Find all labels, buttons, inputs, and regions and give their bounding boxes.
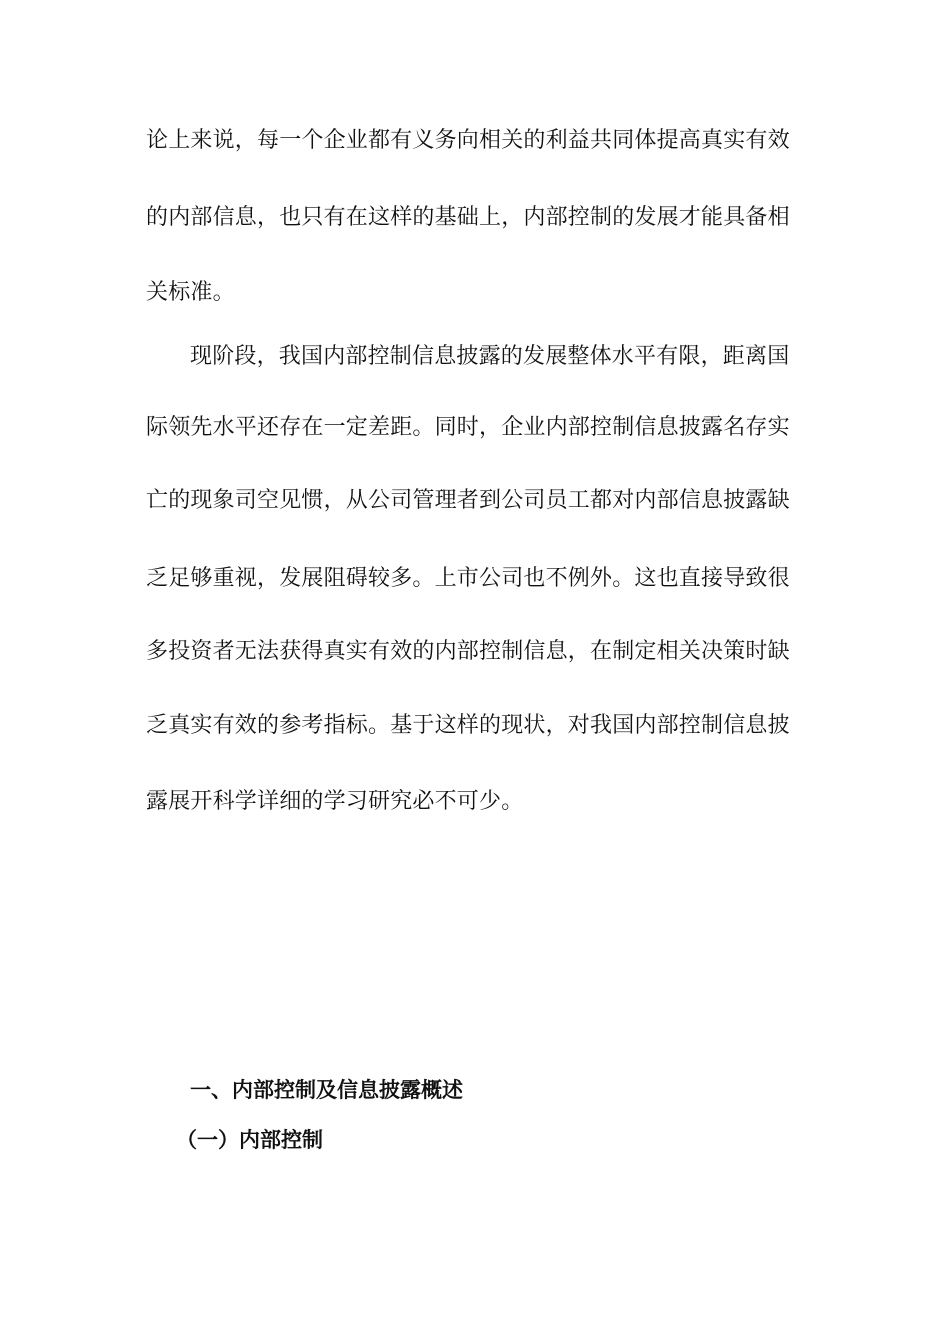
paragraph-line: 关标准。 (146, 280, 235, 305)
paragraph-line: 际领先水平还存在一定差距。同时，企业内部控制信息披露名存实 (146, 415, 790, 440)
paragraph-line: 多投资者无法获得真实有效的内部控制信息，在制定相关决策时缺 (146, 639, 790, 664)
subsection-heading: （一）内部控制 (176, 1128, 323, 1152)
paragraph-line: 现阶段，我国内部控制信息披露的发展整体水平有限，距离国 (190, 344, 790, 369)
paragraph-line: 乏足够重视，发展阻碍较多。上市公司也不例外。这也直接导致很 (146, 566, 790, 591)
section-heading: 一、内部控制及信息披露概述 (190, 1078, 463, 1102)
paragraph-line: 乏真实有效的参考指标。基于这样的现状，对我国内部控制信息披 (146, 713, 790, 738)
paragraph-line: 露展开科学详细的学习研究必不可少。 (146, 789, 524, 814)
paragraph-line: 的内部信息，也只有在这样的基础上，内部控制的发展才能具备相 (146, 205, 790, 230)
paragraph-line: 论上来说，每一个企业都有义务向相关的利益共同体提高真实有效 (146, 128, 790, 153)
paragraph-line: 亡的现象司空见惯，从公司管理者到公司员工都对内部信息披露缺 (146, 488, 790, 513)
